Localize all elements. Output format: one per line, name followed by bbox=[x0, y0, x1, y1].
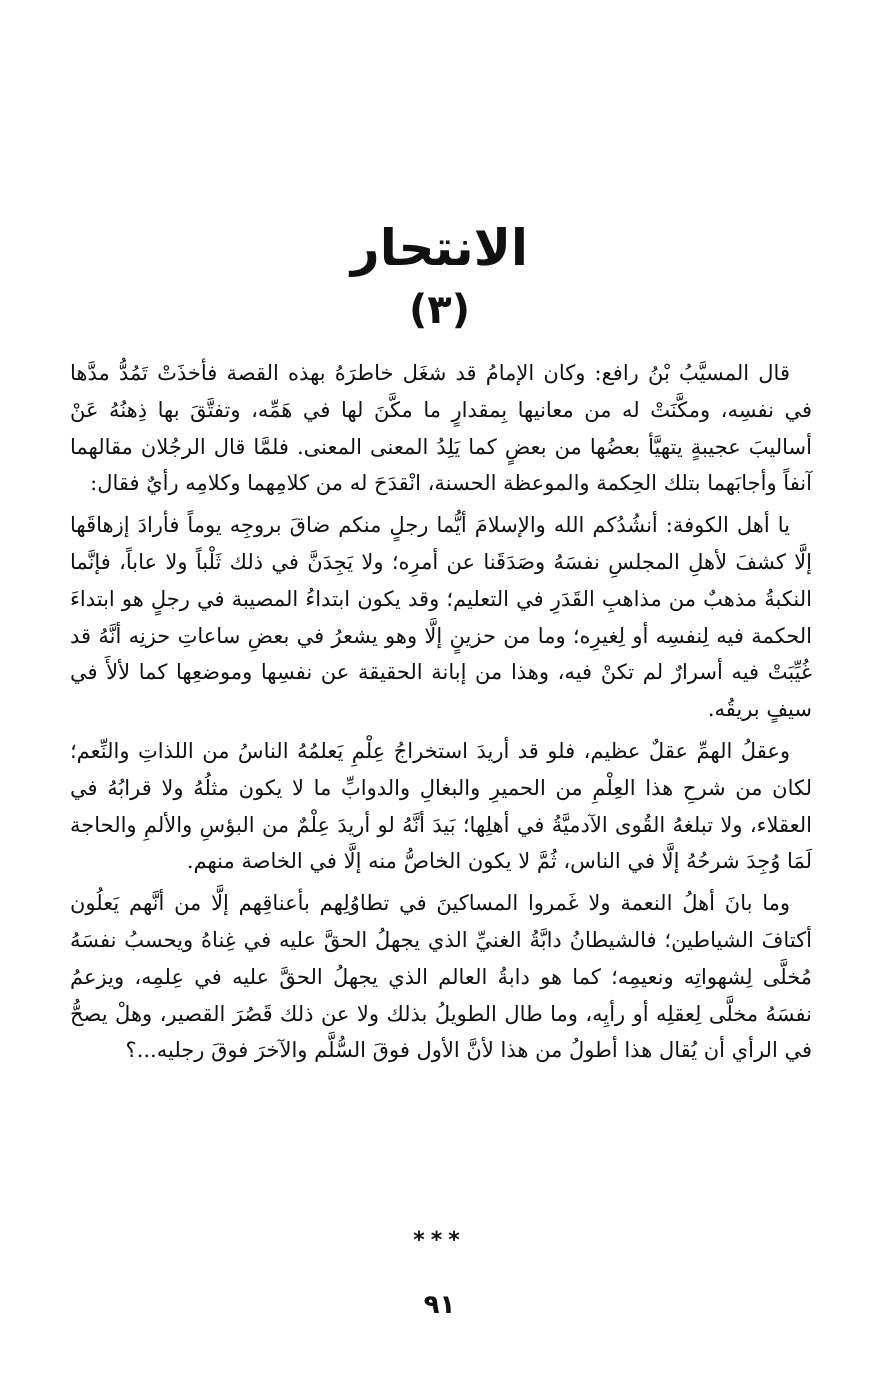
body-text bbox=[70, 355, 812, 1074]
page-number: ٩١ bbox=[423, 1290, 456, 1320]
paragraph: قال المسيَّبُ بْنُ رافع: وكان الإمامُ قد شغَل خاطرَهُ بهذه القصة فأخذَتْ تَمُدُّ مدَّها في نفسِه، ومكَّنَتْ له من معانيها بِمقدارٍ ما مكَّنَ لها في هَمِّه، وتفتَّقَ بها ذِهنُهُ عَنْ أساليبَ عجيبةٍ يتهيَّأ بعضُها من بعضٍ كما يَلِدُ المعنى المعنى. فلمَّا قال الرجُلان مقالهما آنفاً وأجابَهما بتلك الحِكمة والموعظة الحسنة، انْقدَحَ له من كلامِهما وكلامِه رأيٌ فقال: bbox=[70, 361, 812, 496]
chapter-title: الانتحار bbox=[350, 219, 529, 277]
paragraph: وما بانَ أهلُ النعمة ولا غَمروا المساكينَ في تطاوُلِهم بأعناقِهم إلَّا من أنَّهم يَعلُون أكتافَ الشياطين؛ فالشيطانُ دابَّةُ الغنيِّ الذي يجهلُ الحقَّ عليه في غِناهُ ويحسبُ نفسَهُ مُخلَّى لِشهواتِه ونعيمِه؛ كما هو دابةُ العالم الذي يجهلُ الحقَّ عليه في عِلمِه، ويزعمُ نفسَهُ مخلَّى لِعقلِه أو رأيِه، وما طال الطويلُ بذلك ولا عن ذلك قَصُرَ القصير، وهلْ يصحُّ في الرأي أن يُقال هذا أطولُ من هذا لأنَّ الأول فوقَ السُّلَّم والآخرَ فوقَ رجليه...؟ bbox=[70, 891, 812, 1063]
paragraph: يا أهل الكوفة: أنشُدُكم الله والإسلامَ أيُّما رجلٍ منكم ضاقَ بروجِه يوماً فأرادَ إزهاقَها إلَّا كشفَ لأهلِ المجلسِ نفسَهُ وصَدَقَنا عن أمرِه؛ ولا يَجِدَنَّ في ذلك ثَلْباً ولا عاباً، فإنَّما النكبةُ مذهبٌ من مذاهبِ القَدَرِ في التعليم؛ وقد يكون ابتداءُ المصيبة في رجلٍ هو ابتداءَ الحكمة فيه لِنفسِه أو لِغيرِه؛ وما من حزينٍ إلَّا وهو يشعرُ في بعضِ ساعاتِ حزنِه أنَّهُ قد غُيِّبَتْ فيه أسرارٌ لم تكنْ فيه، وهذا من إبانة الحقيقة عن نفسِها وموضعِها كما لألأَ في سيفٍ بريقُه. bbox=[70, 513, 812, 722]
chapter-part-number: (٣) bbox=[409, 287, 470, 333]
paragraph: وعقلُ الهمِّ عقلٌ عظيم، فلو قد أريدَ استخراجُ عِلْمِ يَعلمُهُ الناسُ من اللذاتِ والنِّعم؛ لكان من شرحِ هذا العِلْمِ من الحميرِ والبغالِ والدوابِّ ما لا يكون مثلُهُ ولا قرابُهُ في العقلاء، ولا تبلغهُ القُوى الآدميَّةُ في أهلِها؛ بَيدَ أنَّهُ لو أريدَ عِلْمٌ من البؤسِ والألمِ والحاجة لَمَا وُجِدَ شرحُهُ إلَّا في الناس، ثُمَّ لا يكون الخاصُّ منه إلَّا في الخاصة منهم. bbox=[70, 738, 812, 874]
section-separator: *** bbox=[413, 1228, 466, 1253]
